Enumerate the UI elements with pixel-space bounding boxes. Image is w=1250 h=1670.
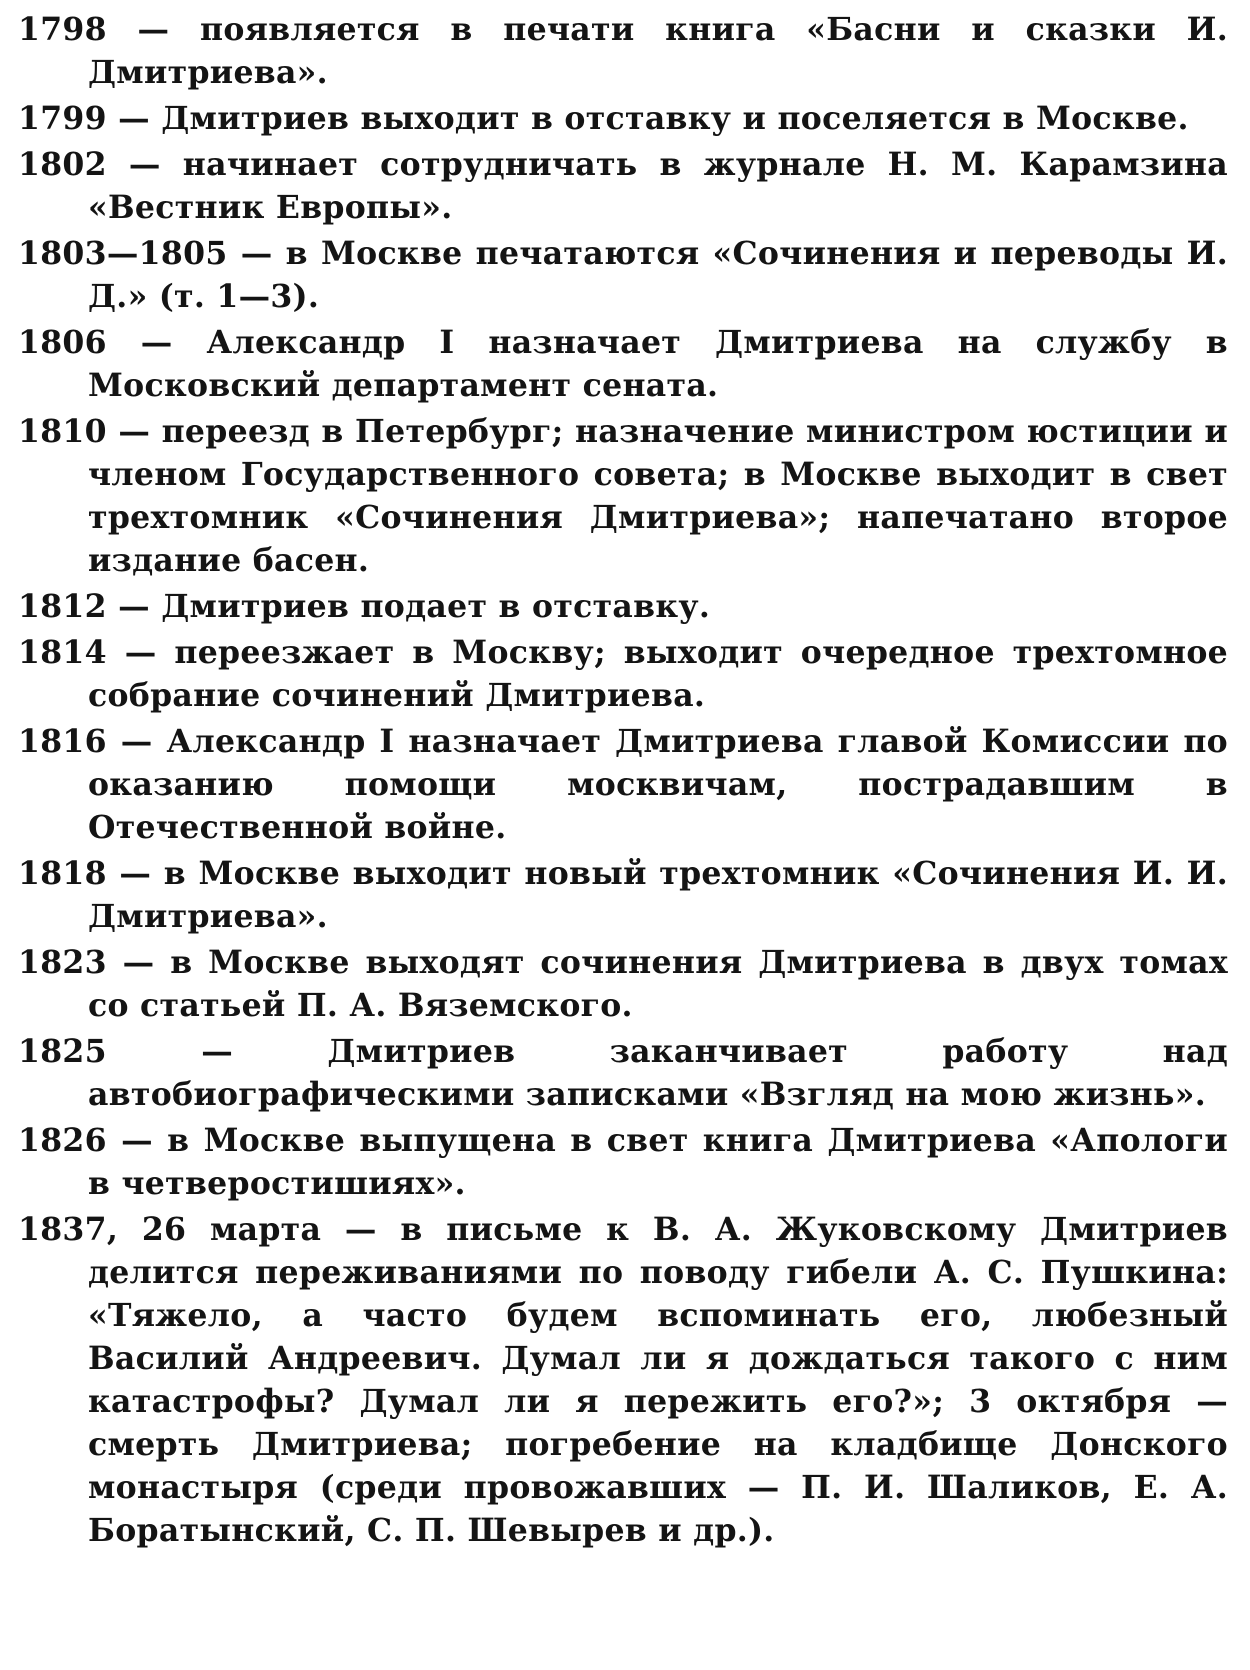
entry-separator: —	[106, 11, 201, 48]
entry-separator: —	[106, 1033, 328, 1070]
chronology-entry	[18, 720, 1228, 849]
chronology-entry	[18, 232, 1228, 318]
entry-text: Александр I назначает Дмитриева главой Комиссии по оказанию помощи москвичам, пострадавшим в Отечественной войне.	[88, 723, 1228, 846]
entry-year: 1814	[18, 634, 107, 671]
chronology-entry	[18, 1030, 1228, 1116]
chronology-entry	[18, 410, 1228, 582]
entry-separator: —	[106, 634, 175, 671]
entry-text: в Москве выходит новый трехтомник «Сочинения И. И. Дмитриева».	[88, 855, 1228, 935]
entry-year: 1806	[18, 324, 107, 361]
entry-text: Дмитриев заканчивает работу над автобиографическими записками «Взгляд на мою жизнь».	[88, 1033, 1228, 1113]
entry-separator: —	[106, 1122, 168, 1159]
entry-separator: —	[106, 588, 162, 625]
entry-year: 1799	[18, 100, 107, 137]
chronology-entry	[18, 852, 1228, 938]
chronology-entry	[18, 97, 1228, 140]
entry-text: в письме к В. А. Жуковскому Дмитриев делится переживаниями по поводу гибели А. С. Пушкина: «Тяжело, а часто будем вспоминать его, любезный Василий Андреевич. Думал ли я дождаться такого с ним катастрофы? Думал ли я пережить его?»; 3 октября — смерть Дмитриева; погребение на кладбище Донского монастыря (среди провожавших — П. И. Шаликов, Е. А. Боратынский, С. П. Шевырев и др.).	[88, 1211, 1228, 1549]
entry-year: 1818	[18, 855, 107, 892]
chronology-entry	[18, 1208, 1228, 1552]
entry-year: 1810	[18, 413, 107, 450]
chronology-entry	[18, 321, 1228, 407]
entry-year: 1816	[18, 723, 107, 760]
entry-year: 1826	[18, 1122, 107, 1159]
chronology-entry	[18, 941, 1228, 1027]
entry-year: 1823	[18, 944, 107, 981]
entry-year: 1802	[18, 146, 107, 183]
entry-text: в Москве выходят сочинения Дмитриева в двух томах со статьей П. А. Вяземского.	[88, 944, 1228, 1024]
entry-separator: —	[106, 855, 164, 892]
entry-text: Дмитриев выходит в отставку и поселяется в Москве.	[161, 100, 1189, 137]
entry-text: в Москве выпущена в свет книга Дмитриева «Апологи в четверостишиях».	[88, 1122, 1228, 1202]
entry-separator: —	[106, 324, 207, 361]
entry-separator: —	[227, 235, 286, 272]
chronology-entry	[18, 8, 1228, 94]
entry-text: в Москве печатаются «Сочинения и переводы И. Д.» (т. 1—3).	[88, 235, 1228, 315]
entry-separator: —	[106, 146, 183, 183]
entry-text: Дмитриев подает в отставку.	[161, 588, 711, 625]
entry-year: 1837, 26 марта	[18, 1211, 322, 1248]
entry-year: 1812	[18, 588, 107, 625]
chronology-entry	[18, 585, 1228, 628]
entry-year: 1825	[18, 1033, 107, 1070]
entry-year: 1798	[18, 11, 107, 48]
chronology-entry	[18, 1119, 1228, 1205]
entry-separator: —	[106, 723, 167, 760]
entry-text: переезжает в Москву; выходит очередное трехтомное собрание сочинений Дмитриева.	[88, 634, 1228, 714]
chronology-entry	[18, 143, 1228, 229]
entry-separator: —	[106, 944, 171, 981]
entry-text: переезд в Петербург; назначение министром юстиции и членом Государственного совета; в Москве выходит в свет трехтомник «Сочинения Дмитриева»; напечатано второе издание басен.	[88, 413, 1228, 579]
entry-year: 1803—1805	[18, 235, 228, 272]
entry-text: появляется в печати книга «Басни и сказки И. Дмитриева».	[88, 11, 1228, 91]
entry-text: Александр I назначает Дмитриева на службу в Московский департамент сената.	[88, 324, 1228, 404]
chronology-page	[18, 8, 1228, 1555]
chronology-entry	[18, 631, 1228, 717]
entry-separator: —	[106, 100, 162, 137]
entry-separator: —	[106, 413, 162, 450]
entry-separator: —	[321, 1211, 401, 1248]
entry-text: начинает сотрудничать в журнале Н. М. Карамзина «Вестник Европы».	[88, 146, 1228, 226]
